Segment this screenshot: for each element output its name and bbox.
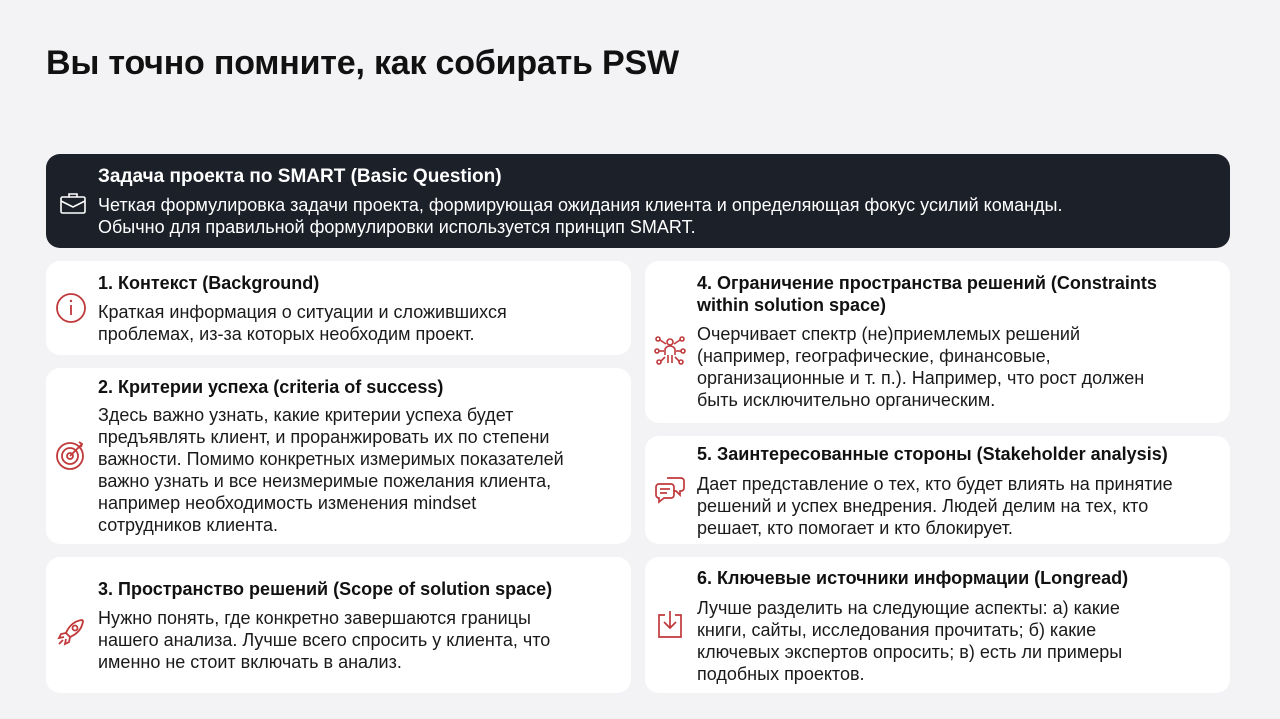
card-title: 1. Контекст (Background) [98, 273, 320, 293]
network-icon [653, 333, 687, 367]
card-line: Дает представление о тех, кто будет влиять на принятие [697, 474, 1173, 494]
banner-title: Задача проекта по SMART (Basic Question) [98, 166, 502, 187]
card-line: нашего анализа. Лучше всего спросить у клиента, что [98, 630, 551, 650]
card-line: Здесь важно узнать, какие критерии успеха будет [98, 405, 514, 425]
page-title: Вы точно помните, как собирать PSW [46, 44, 679, 82]
card-title-line: within solution space) [697, 295, 887, 315]
card-line: решений и успех внедрения. Людей делим на тех, кто [697, 496, 1149, 516]
card-line: ключевых экспертов опросить; в) есть ли примеры [697, 642, 1123, 662]
card-scope-of-solution-space [46, 557, 631, 693]
card-line: сотрудников клиента. [98, 515, 279, 535]
card-title: 3. Пространство решений (Scope of solution space) [98, 579, 553, 599]
card-line: именно не стоит включать в анализ. [98, 652, 402, 672]
info-icon [54, 291, 88, 325]
target-icon [54, 438, 88, 472]
card-text [697, 597, 1122, 685]
card-stakeholder-analysis [645, 436, 1230, 544]
chat-icon [653, 472, 687, 506]
card-line: важно узнать и все неизмеримые пожелания клиента, [98, 471, 552, 491]
card-line: предъявлять клиент, и проранжировать их по степени [98, 427, 550, 447]
card-title [697, 272, 1157, 316]
card-line: подобных проектов. [697, 664, 865, 684]
banner-text [98, 194, 1218, 238]
card-criteria-of-success [46, 368, 631, 544]
card-line: проблемах, из-за которых необходим проект. [98, 324, 475, 344]
card-title-line: 4. Ограничение пространства решений (Constraints [697, 273, 1157, 293]
card-key-sources [645, 557, 1230, 693]
card-line: Нужно понять, где конкретно завершаются границы [98, 608, 531, 628]
card-line: Очерчивает спектр (не)приемлемых решений [697, 324, 1081, 344]
card-background [46, 261, 631, 355]
card-title: 6. Ключевые источники информации (Longread) [697, 568, 1129, 588]
card-line: организационные и т. п.). Например, что рост должен [697, 368, 1145, 388]
card-line: решает, кто помогает и кто блокирует. [697, 518, 1013, 538]
card-text [697, 473, 1173, 539]
card-text [98, 301, 507, 345]
rocket-icon [54, 615, 88, 649]
card-line: Краткая информация о ситуации и сложившихся [98, 302, 507, 322]
card-line: книги, сайты, исследования прочитать; б) какие [697, 620, 1097, 640]
card-constraints [645, 261, 1230, 423]
card-title: 5. Заинтересованные стороны (Stakeholder analysis) [697, 444, 1168, 464]
card-line: Лучше разделить на следующие аспекты: а) какие [697, 598, 1120, 618]
card-line: например необходимость изменения mindset [98, 493, 477, 513]
card-title: 2. Критерии успеха (criteria of success) [98, 377, 444, 397]
card-text [98, 404, 564, 536]
briefcase-icon [58, 188, 88, 218]
download-icon [653, 607, 687, 641]
banner-line: Четкая формулировка задачи проекта, формирующая ожидания клиента и определяющая фокус усилий команды. [98, 195, 1063, 215]
card-line: важности. Помимо конкретных измеримых показателей [98, 449, 564, 469]
card-line: (например, географические, финансовые, [697, 346, 1051, 366]
card-text [697, 323, 1144, 411]
banner-line: Обычно для правильной формулировки используется принцип SMART. [98, 217, 696, 237]
card-text [98, 607, 550, 673]
card-line: быть исключительно органическим. [697, 390, 996, 410]
basic-question-banner [46, 154, 1230, 248]
